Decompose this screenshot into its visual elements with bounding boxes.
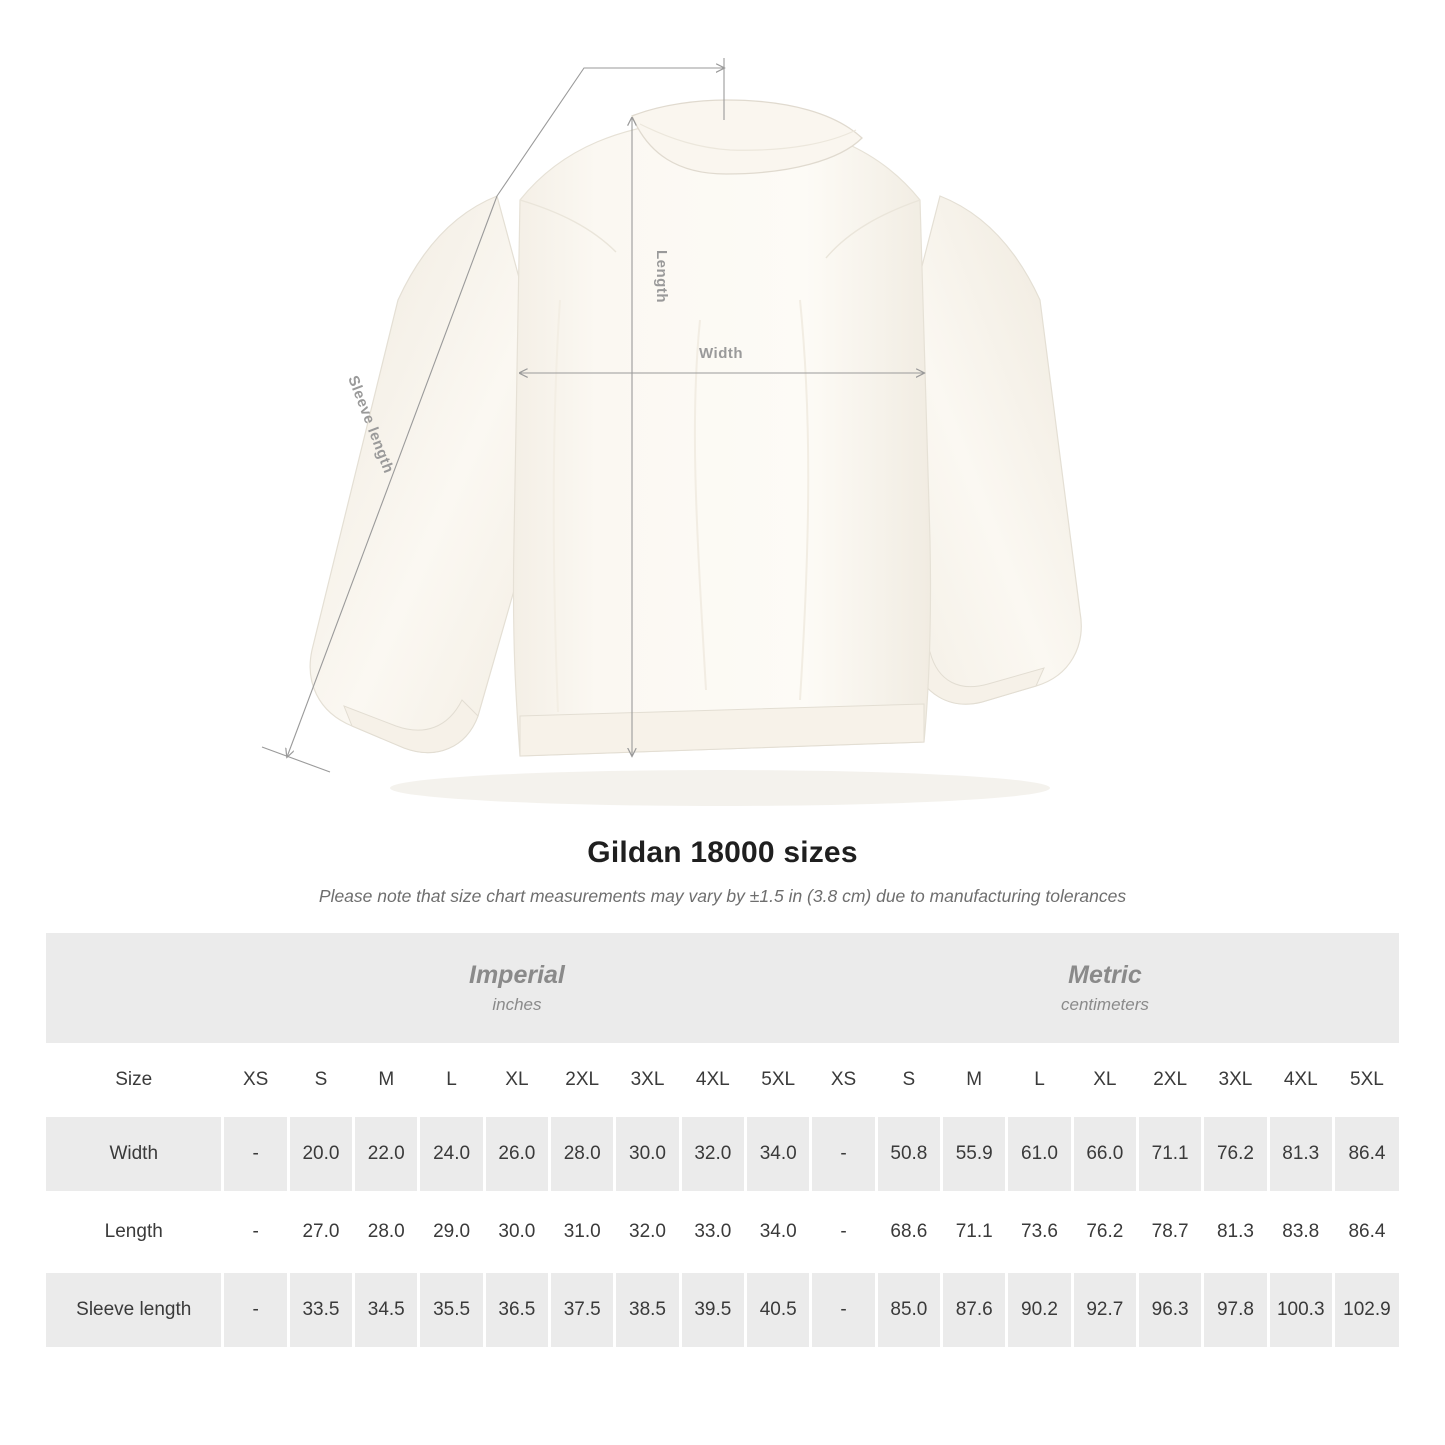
sleeve-end-tick [262,747,330,772]
cell-sleeve-imperial-3xl: 38.5 [615,1273,680,1347]
cell-width-metric-s: 50.8 [876,1117,941,1191]
cell-length-imperial-xs: - [223,1195,288,1269]
col-header-metric-4xl: 4XL [1268,1043,1333,1117]
cell-length-metric-3xl: 81.3 [1203,1195,1268,1269]
col-header-imperial-xl: XL [484,1043,549,1117]
col-header-imperial-4xl: 4XL [680,1043,745,1117]
size-table [46,933,1399,1347]
col-header-imperial-5xl: 5XL [745,1043,810,1117]
col-header-metric-l: L [1007,1043,1072,1117]
metric-system-label: Metric [1068,960,1142,989]
cell-sleeve-imperial-2xl: 37.5 [550,1273,615,1347]
cell-length-metric-s: 68.6 [876,1195,941,1269]
cell-width-imperial-s: 20.0 [288,1117,353,1191]
title-block [0,836,1445,907]
metric-unit-label: centimeters [1061,995,1149,1015]
size-table-wrap [0,933,1445,1347]
col-header-metric-s: S [876,1043,941,1117]
cell-sleeve-metric-s: 85.0 [876,1273,941,1347]
col-header-imperial-s: S [288,1043,353,1117]
cell-length-metric-xs: - [811,1195,876,1269]
cell-sleeve-imperial-m: 34.5 [354,1273,419,1347]
cell-width-metric-5xl: 86.4 [1333,1117,1399,1191]
table-row [46,1195,1399,1269]
tolerance-note: Please note that size chart measurements may vary by ±1.5 in (3.8 cm) due to manufacturing tolerances [318,886,1127,906]
col-header-metric-3xl: 3XL [1203,1043,1268,1117]
col-header-metric-xs: XS [811,1043,876,1117]
cell-length-metric-2xl: 78.7 [1137,1195,1202,1269]
cell-width-metric-3xl: 76.2 [1203,1117,1268,1191]
cell-sleeve-imperial-xl: 36.5 [484,1273,549,1347]
cell-width-imperial-xl: 26.0 [484,1117,549,1191]
cell-width-imperial-5xl: 34.0 [745,1117,810,1191]
col-header-imperial-l: L [419,1043,484,1117]
cell-width-metric-l: 61.0 [1007,1117,1072,1191]
table-row [46,1273,1399,1347]
cell-width-metric-xl: 66.0 [1072,1117,1137,1191]
cell-length-imperial-2xl: 31.0 [550,1195,615,1269]
cell-width-imperial-xs: - [223,1117,288,1191]
col-header-imperial-m: M [354,1043,419,1117]
cell-width-metric-4xl: 81.3 [1268,1117,1333,1191]
metric-group-header [811,933,1399,1043]
size-header-label: Size [46,1043,223,1117]
cell-length-imperial-4xl: 33.0 [680,1195,745,1269]
row-label-length: Length [46,1195,223,1269]
imperial-group-header [223,933,811,1043]
cell-sleeve-metric-xl: 92.7 [1072,1273,1137,1347]
cell-length-metric-5xl: 86.4 [1333,1195,1399,1269]
cell-width-imperial-2xl: 28.0 [550,1117,615,1191]
cell-width-metric-m: 55.9 [942,1117,1007,1191]
cell-width-imperial-4xl: 32.0 [680,1117,745,1191]
sleeve-length-label: Sleeve length [344,373,398,476]
unit-header-row [46,933,1399,1043]
cell-sleeve-imperial-s: 33.5 [288,1273,353,1347]
cell-sleeve-imperial-4xl: 39.5 [680,1273,745,1347]
cell-length-metric-xl: 76.2 [1072,1195,1137,1269]
page-title: Gildan 18000 sizes [587,836,858,869]
col-header-metric-2xl: 2XL [1137,1043,1202,1117]
cell-sleeve-imperial-xs: - [223,1273,288,1347]
imperial-system-label: Imperial [469,960,565,989]
col-header-imperial-3xl: 3XL [615,1043,680,1117]
cell-width-imperial-l: 24.0 [419,1117,484,1191]
cell-sleeve-metric-3xl: 97.8 [1203,1273,1268,1347]
cell-sleeve-metric-xs: - [811,1273,876,1347]
cell-length-imperial-3xl: 32.0 [615,1195,680,1269]
cell-length-imperial-xl: 30.0 [484,1195,549,1269]
cell-sleeve-metric-5xl: 102.9 [1333,1273,1399,1347]
cell-width-imperial-3xl: 30.0 [615,1117,680,1191]
length-label: Length [653,250,670,303]
col-header-metric-xl: XL [1072,1043,1137,1117]
cell-width-metric-xs: - [811,1117,876,1191]
width-label: Width [699,345,744,362]
size-header-row [46,1043,1399,1117]
col-header-metric-m: M [942,1043,1007,1117]
unit-row-spacer [46,933,223,1043]
cell-sleeve-imperial-l: 35.5 [419,1273,484,1347]
cell-length-imperial-l: 29.0 [419,1195,484,1269]
table-row [46,1117,1399,1191]
cell-width-metric-2xl: 71.1 [1137,1117,1202,1191]
cell-length-imperial-s: 27.0 [288,1195,353,1269]
cell-sleeve-metric-m: 87.6 [942,1273,1007,1347]
cell-sleeve-metric-l: 90.2 [1007,1273,1072,1347]
imperial-unit-label: inches [492,995,542,1015]
cell-sleeve-metric-4xl: 100.3 [1268,1273,1333,1347]
sweatshirt-body [513,118,930,756]
row-label-width: Width [46,1117,223,1191]
sweatshirt-graphic [310,100,1081,806]
cell-sleeve-imperial-5xl: 40.5 [745,1273,810,1347]
col-header-imperial-xs: XS [223,1043,288,1117]
cell-length-imperial-5xl: 34.0 [745,1195,810,1269]
row-label-sleeve-length: Sleeve length [46,1273,223,1347]
cell-width-imperial-m: 22.0 [354,1117,419,1191]
col-header-metric-5xl: 5XL [1333,1043,1399,1117]
col-header-imperial-2xl: 2XL [550,1043,615,1117]
cell-length-imperial-m: 28.0 [354,1195,419,1269]
cell-length-metric-l: 73.6 [1007,1195,1072,1269]
cell-sleeve-metric-2xl: 96.3 [1137,1273,1202,1347]
cell-length-metric-4xl: 83.8 [1268,1195,1333,1269]
cell-length-metric-m: 71.1 [942,1195,1007,1269]
